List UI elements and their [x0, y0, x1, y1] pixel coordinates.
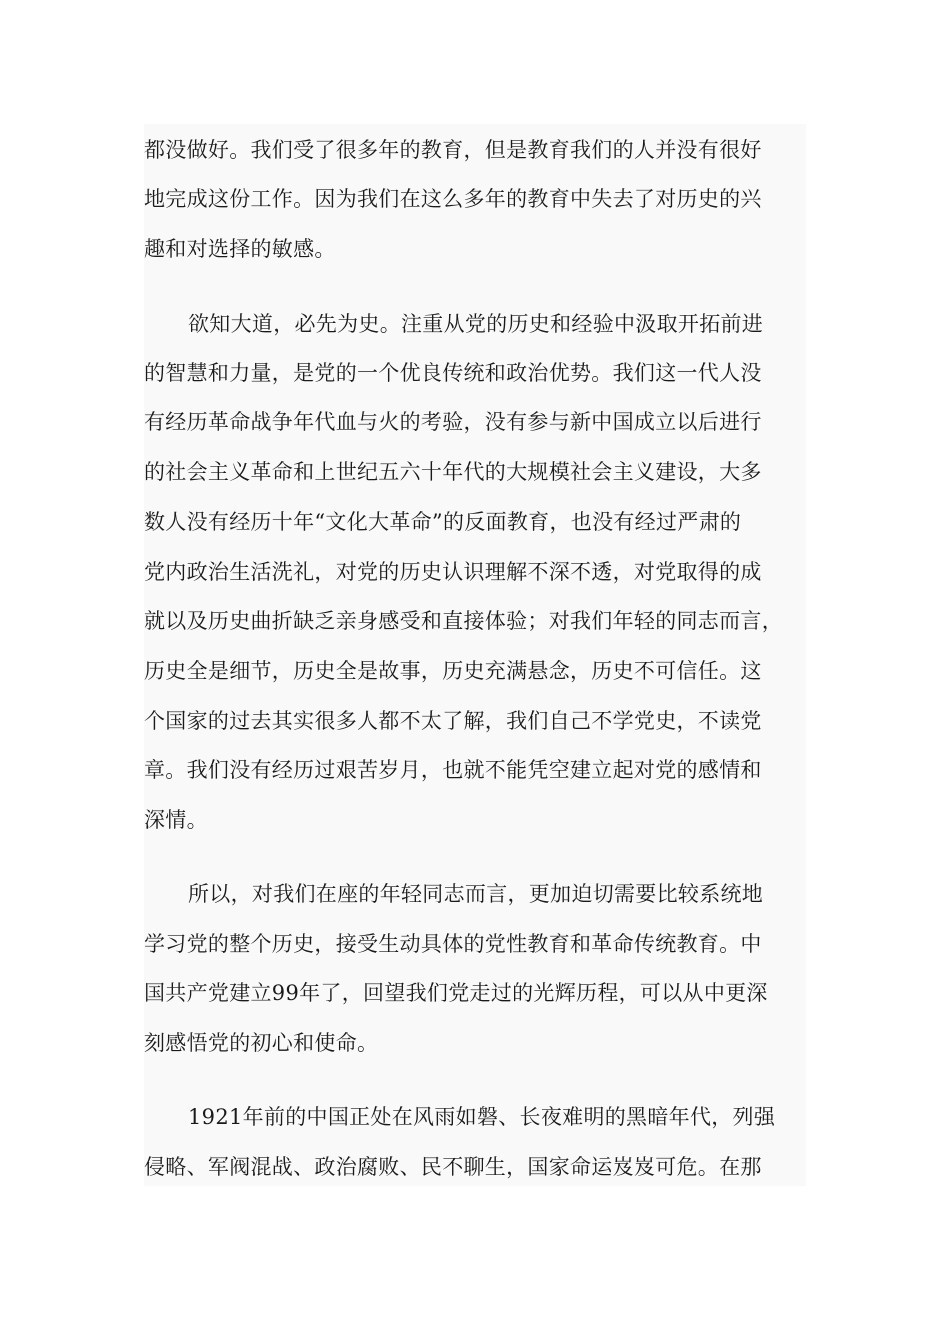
text-line: 的社会主义革命和上世纪五六十年代的大规模社会主义建设，大多	[144, 460, 762, 484]
text-line: 有经历革命战争年代血与火的考验，没有参与新中国成立以后进行	[144, 410, 762, 434]
text-line: 的智慧和力量，是党的一个优良传统和政治优势。我们这一代人没	[144, 361, 762, 385]
text-line: 个国家的过去其实很多人都不太了解，我们自己不学党史，不读党	[144, 709, 762, 733]
text-line: 国共产党建立99年了，回望我们党走过的光辉历程，可以从中更深	[144, 981, 768, 1005]
text-line: 数人没有经历十年“文化大革命”的反面教育，也没有经过严肃的	[144, 510, 742, 534]
paragraph-first-line: 1921年前的中国正处在风雨如磐、长夜难明的黑暗年代，列强	[188, 1105, 776, 1129]
text-line: 地完成这份工作。因为我们在这么多年的教育中失去了对历史的兴	[144, 187, 762, 211]
text-line: 党内政治生活洗礼，对党的历史认识理解不深不透，对党取得的成	[144, 560, 762, 584]
document-page	[144, 124, 806, 1186]
paragraph-first-line: 欲知大道，必先为史。注重从党的历史和经验中汲取开拓前进	[188, 312, 764, 336]
text-line: 学习党的整个历史，接受生动具体的党性教育和革命传统教育。中	[144, 932, 762, 956]
text-line: 侵略、军阀混战、政治腐败、民不聊生，国家命运岌岌可危。在那	[144, 1155, 762, 1179]
paragraph-first-line: 所以，对我们在座的年轻同志而言，更加迫切需要比较系统地	[188, 882, 764, 906]
text-line: 刻感悟党的初心和使命。	[144, 1031, 379, 1055]
text-line: 就以及历史曲折缺乏亲身感受和直接体验；对我们年轻的同志而言，	[144, 609, 783, 633]
text-line: 章。我们没有经历过艰苦岁月，也就不能凭空建立起对党的感情和	[144, 758, 762, 782]
text-line: 趣和对选择的敏感。	[144, 237, 336, 261]
text-line: 都没做好。我们受了很多年的教育，但是教育我们的人并没有很好	[144, 138, 762, 162]
text-line: 深情。	[144, 808, 208, 832]
text-line: 历史全是细节，历史全是故事，历史充满悬念，历史不可信任。这	[144, 659, 762, 683]
